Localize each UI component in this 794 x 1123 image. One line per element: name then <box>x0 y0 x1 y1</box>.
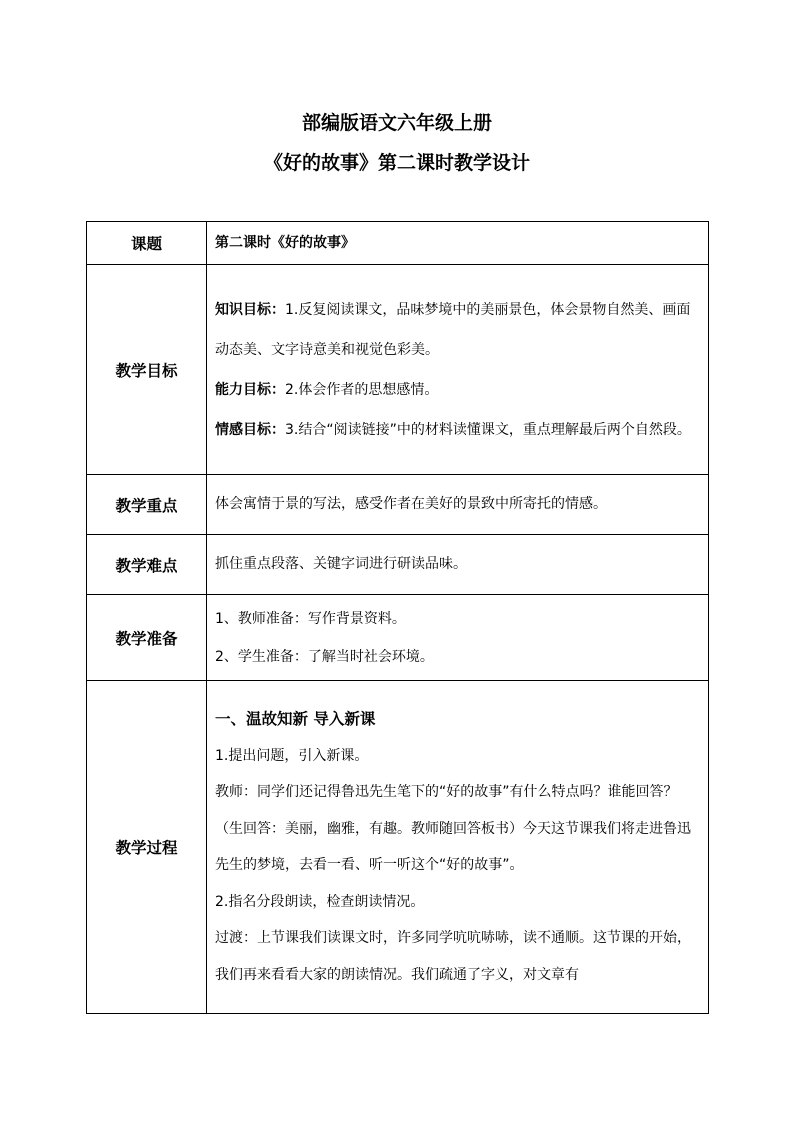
row-label-topic: 课题 <box>87 222 207 265</box>
ability-goal-label: 能力目标： <box>215 381 285 398</box>
ability-goal-text: 2.体会作者的思想感情。 <box>285 381 439 398</box>
row-label-difficulty: 教学难点 <box>87 535 207 595</box>
table-row-process <box>87 681 709 1014</box>
table-row-key-point <box>87 475 709 535</box>
emotion-goal-label: 情感目标： <box>215 421 285 438</box>
process-content <box>207 681 709 1014</box>
row-label-goals: 教学目标 <box>87 265 207 475</box>
process-step-2: 2.指名分段朗读，检查朗读情况。 <box>215 893 425 910</box>
document-subtitle: 《好的故事》第二课时教学设计 <box>263 152 530 174</box>
table-row-preparation <box>87 595 709 681</box>
lesson-plan-table <box>86 221 709 1014</box>
process-step-1: 1.提出问题，引入新课。 <box>215 747 369 764</box>
topic-value: 第二课时《好的故事》 <box>207 222 709 265</box>
process-teacher-text: 教师：同学们还记得鲁迅先生笔下的“好的故事”有什么特点吗？谁能回答？（生回答：美丽，幽雅，有趣。教师随回答板书）今天这节课我们将走进鲁迅先生的梦境，去看一看、听一听这个“好的故事”。 <box>215 784 691 873</box>
table-row-goals <box>87 265 709 475</box>
preparation-content <box>207 595 709 681</box>
document-title: 部编版语文六年级上册 <box>301 112 492 134</box>
row-label-process: 教学过程 <box>87 681 207 1014</box>
goals-content <box>207 265 709 475</box>
ability-goal <box>215 370 702 410</box>
process-transition-text: 过渡：上节课我们读课文时，许多同学吭吭哧哧，读不通顺。这节课的开始，我们再来看看大家的朗读情况。我们疏通了字义，对文章有 <box>215 930 691 983</box>
knowledge-goal-text: 1.反复阅读课文，品味梦境中的美丽景色，体会景物自然美、画面动态美、文字诗意美和视觉色彩美。 <box>215 301 691 358</box>
key-point-value: 体会寓情于景的写法，感受作者在美好的景致中所寄托的情感。 <box>207 475 709 535</box>
process-section-heading: 一、温故知新 导入新课 <box>215 710 376 728</box>
preparation-item-2: 2、学生准备：了解当时社会环境。 <box>215 648 434 665</box>
preparation-item-1: 1、教师准备：写作背景资料。 <box>215 610 406 627</box>
row-label-key-point: 教学重点 <box>87 475 207 535</box>
table-row-topic <box>87 222 709 265</box>
table-row-difficulty <box>87 535 709 595</box>
difficulty-value: 抓住重点段落、关键字词进行研读品味。 <box>207 535 709 595</box>
knowledge-goal <box>215 290 702 370</box>
knowledge-goal-label: 知识目标： <box>215 301 285 318</box>
emotion-goal-text: 3.结合“阅读链接”中的材料读懂课文，重点理解最后两个自然段。 <box>285 421 691 438</box>
emotion-goal <box>215 410 702 450</box>
row-label-preparation: 教学准备 <box>87 595 207 681</box>
